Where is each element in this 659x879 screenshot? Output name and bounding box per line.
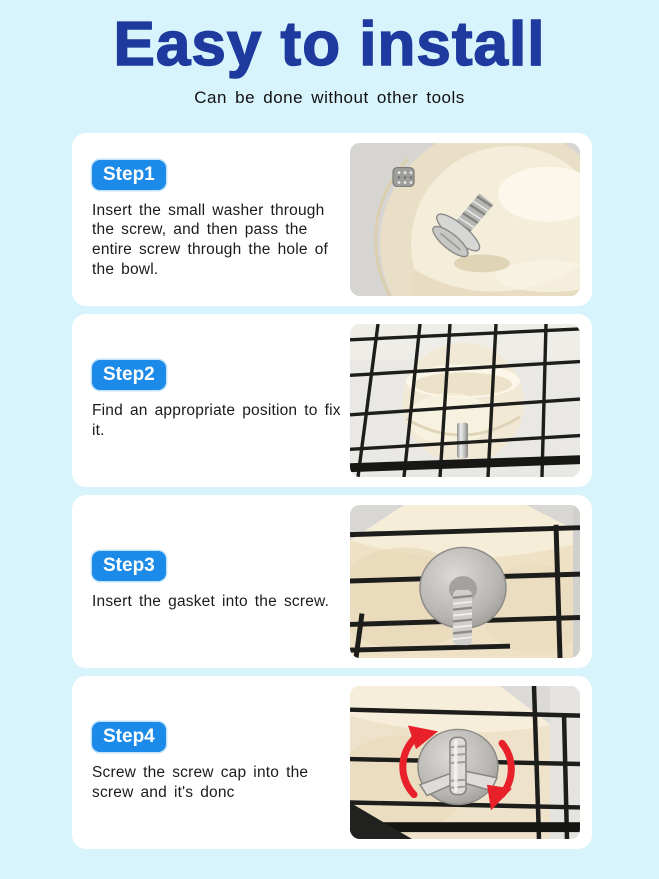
step-4-badge: Step4 (92, 722, 166, 752)
step-2-text (92, 360, 350, 440)
screw-icon (453, 590, 472, 645)
page-subtitle: Can be done without other tools (194, 88, 465, 107)
step-1-description: Insert the small washer through the screw, and then pass the entire screw through the hole of the bowl. (92, 201, 329, 278)
step-4-description: Screw the screw cap into the screw and it's donc (92, 764, 309, 801)
page-title: Easy to install (113, 10, 546, 79)
step-card-1 (72, 133, 592, 306)
step-2-description: Find an appropriate position to fix it. (92, 402, 341, 439)
step-3-badge: Step3 (92, 551, 166, 581)
step-card-4 (72, 676, 592, 849)
bowl-positioned-on-cage-grid-photo (350, 324, 580, 477)
wing-nut-tightening-rotation-arrows-photo (350, 686, 580, 839)
step-2-badge: Step2 (92, 360, 166, 390)
steps-list (72, 133, 592, 857)
header (0, 0, 659, 108)
step-card-3 (72, 495, 592, 668)
step-1-text (92, 160, 350, 279)
screw-cap-icon (393, 168, 414, 187)
screw-icon (457, 423, 468, 459)
bowl-interior-with-screw-and-washer-photo (350, 143, 580, 296)
step-1-badge: Step1 (92, 160, 166, 190)
step-3-description: Insert the gasket into the screw. (92, 593, 330, 611)
gasket-on-screw-through-grid-photo (350, 505, 580, 658)
step-card-2 (72, 314, 592, 487)
step-4-text (92, 722, 350, 802)
step-3-text (92, 551, 350, 612)
